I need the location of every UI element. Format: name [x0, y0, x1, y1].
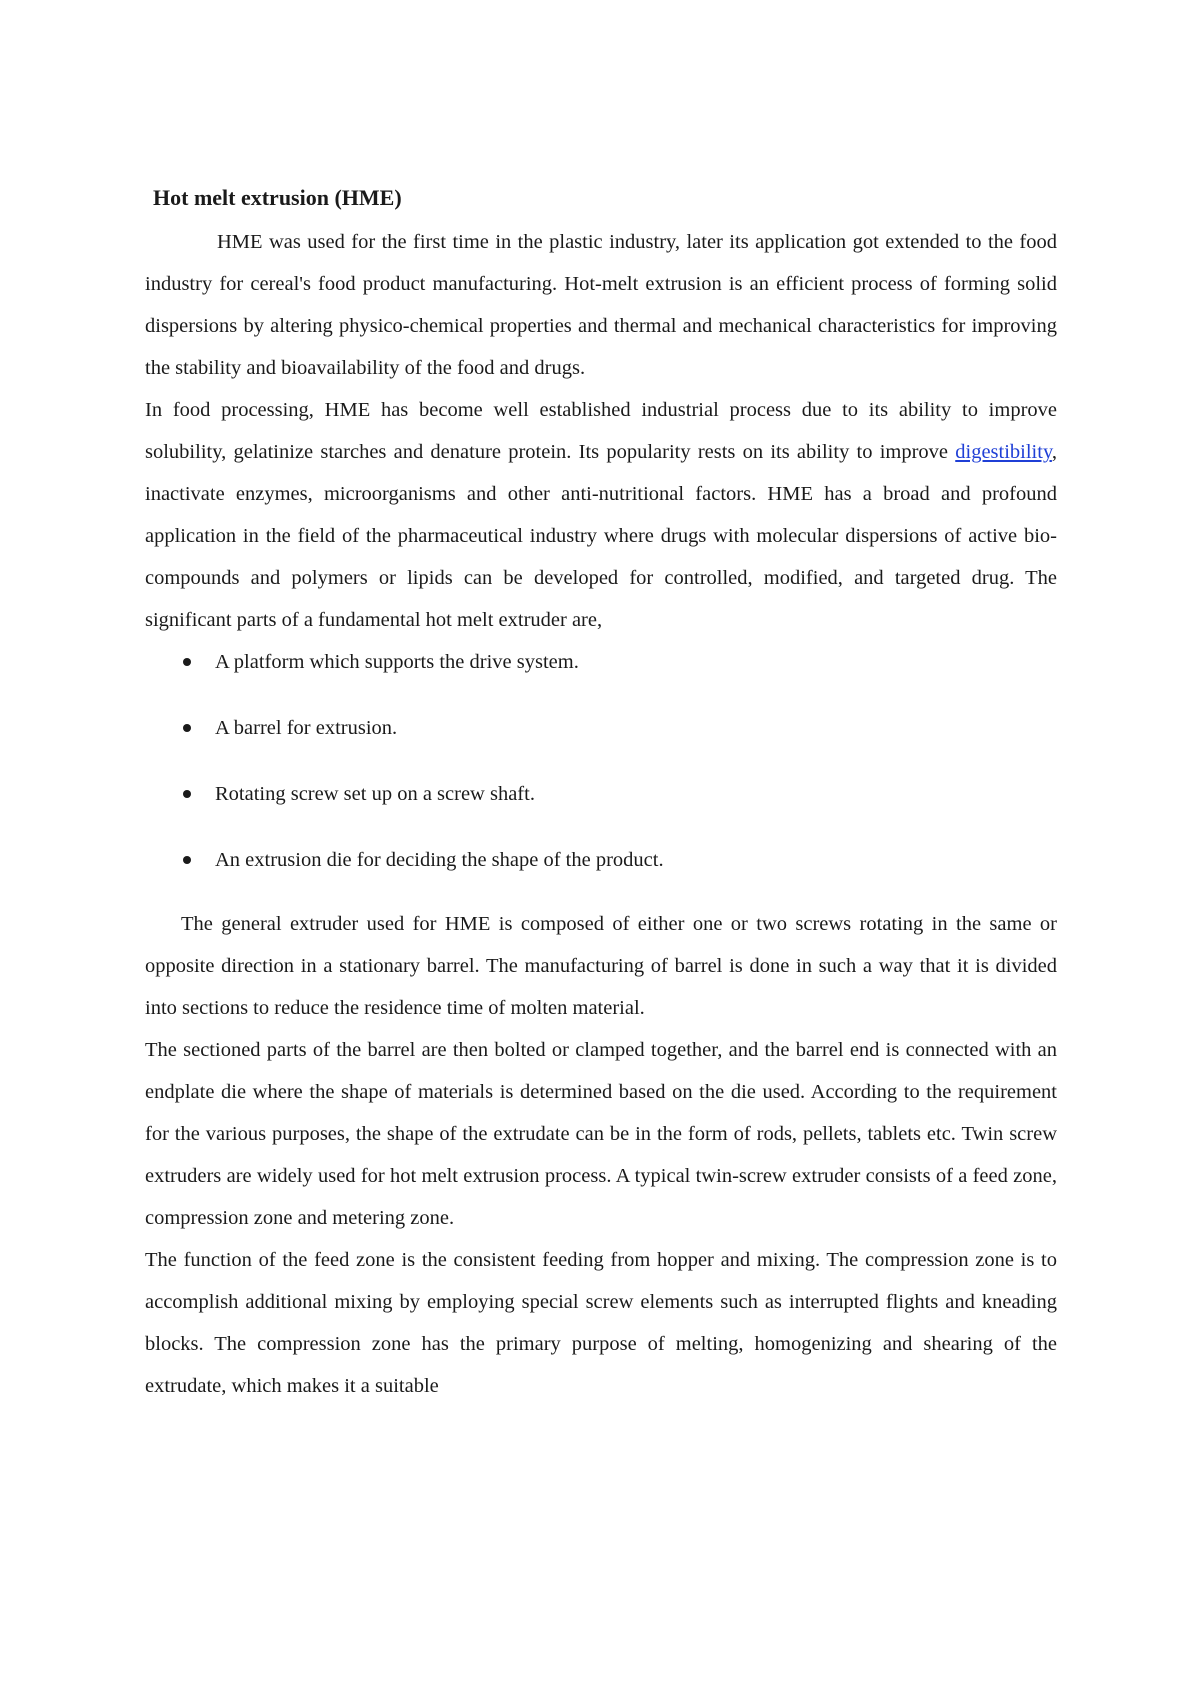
- list-item-text: Rotating screw set up on a screw shaft.: [215, 783, 535, 805]
- bullet-icon: [183, 724, 191, 732]
- paragraph-general-extruder: The general extruder used for HME is composed of either one or two screws rotating in the same or opposite direction in a stationary barrel. The manufacturing of barrel is done in such a way that it is divided into sections to reduce the residence time of molten material.: [145, 913, 1057, 1019]
- paragraph-hme-history: HME was used for the first time in the plastic industry, later its application got extended to the food industry for cereal's food product manufacturing. Hot-melt extrusion is an efficient process of forming solid dispersions by altering physico-chemical properties and thermal and mechanical characteristics for improving the stability and bioavailability of the food and drugs.: [145, 231, 1057, 379]
- list-item: [183, 641, 1057, 683]
- list-item: [183, 839, 1057, 881]
- document-page: [145, 183, 1057, 1407]
- list-item: [183, 707, 1057, 749]
- paragraph-barrel-sections: The sectioned parts of the barrel are then bolted or clamped together, and the barrel end is connected with an endplate die where the shape of materials is determined based on the die used. According to the requirement for the various purposes, the shape of the extrudate can be in the form of rods, pellets, tablets etc. Twin screw extruders are widely used for hot melt extrusion process. A typical twin-screw extruder consists of a feed zone, compression zone and metering zone.: [145, 1039, 1057, 1229]
- digestibility-link[interactable]: digestibility: [955, 441, 1052, 463]
- paragraph-feed-zone: The function of the feed zone is the consistent feeding from hopper and mixing. The compression zone is to accomplish additional mixing by employing special screw elements such as interrupted flights and kneading blocks. The compression zone has the primary purpose of melting, homogenizing and shearing of the extrudate, which makes it a suitable: [145, 1249, 1057, 1397]
- paragraph-text: , inactivate enzymes, microorganisms and other anti-nutritional factors. HME has a broad and profound application in the field of the pharmaceutical industry where drugs with molecular dispersions of active bio-compounds and polymers or lipids can be developed for controlled, modified, and targeted drug. The significant parts of a fundamental hot melt extruder are,: [145, 441, 1057, 631]
- list-item-text: An extrusion die for deciding the shape of the product.: [215, 849, 664, 871]
- paragraph-food-processing: [145, 389, 1057, 641]
- extruder-parts-list: [145, 641, 1057, 881]
- bullet-icon: [183, 790, 191, 798]
- document-title: Hot melt extrusion (HME): [153, 185, 402, 210]
- bullet-icon: [183, 658, 191, 666]
- paragraph-text: In food processing, HME has become well established industrial process due to its ability to improve solubility, gelatinize starches and denature protein. Its popularity rests on its ability to improve: [145, 399, 1057, 463]
- list-item-text: A barrel for extrusion.: [215, 717, 398, 739]
- list-item: [183, 773, 1057, 815]
- list-item-text: A platform which supports the drive system.: [215, 651, 579, 673]
- bullet-icon: [183, 856, 191, 864]
